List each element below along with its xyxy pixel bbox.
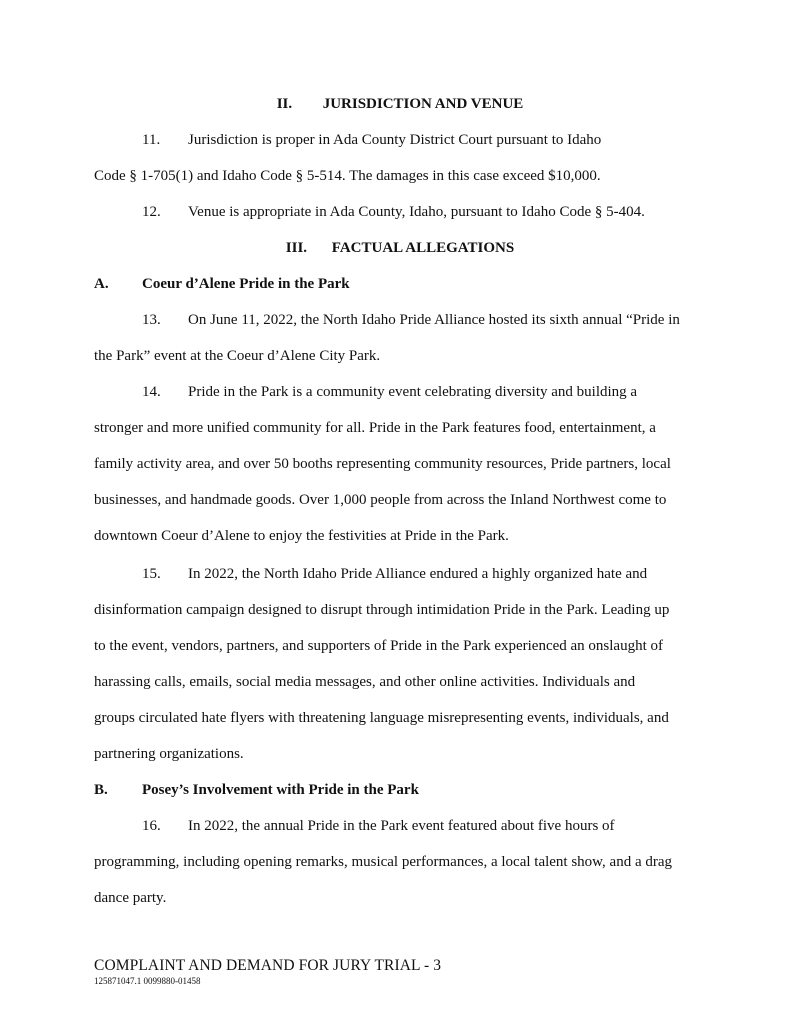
paragraph-16-line-3: dance party. xyxy=(94,890,167,906)
section-heading-jurisdiction xyxy=(0,95,800,113)
paragraph-15-line-1 xyxy=(142,565,647,583)
paragraph-text: Jurisdiction is proper in Ada County District Court pursuant to Idaho xyxy=(188,132,602,148)
paragraph-number: 11. xyxy=(142,132,161,148)
paragraph-11-line-2: Code § 1-705(1) and Idaho Code § 5-514. The damages in this case exceed $10,000. xyxy=(94,168,601,184)
section-heading-factual-allegations xyxy=(0,239,800,257)
subheading-b xyxy=(94,781,419,799)
paragraph-16-line-2: programming, including opening remarks, musical performances, a local talent show, and a drag xyxy=(94,854,673,870)
section-title: FACTUAL ALLEGATIONS xyxy=(331,240,515,256)
subheading-letter: B. xyxy=(94,782,108,798)
paragraph-number: 15. xyxy=(142,566,161,582)
paragraph-text: In 2022, the annual Pride in the Park event featured about five hours of xyxy=(188,818,615,834)
section-title: JURISDICTION AND VENUE xyxy=(322,96,524,112)
paragraph-15-line-4: harassing calls, emails, social media messages, and other online activities. Individuals and xyxy=(94,674,636,690)
paragraph-text: Venue is appropriate in Ada County, Idaho, pursuant to Idaho Code § 5-404. xyxy=(188,204,645,220)
paragraph-13-line-1 xyxy=(142,311,680,329)
paragraph-15-line-3: to the event, vendors, partners, and supporters of Pride in the Park experienced an onslaught of xyxy=(94,638,664,654)
paragraph-13-line-2: the Park” event at the Coeur d’Alene City Park. xyxy=(94,348,381,364)
paragraph-number: 13. xyxy=(142,312,161,328)
paragraph-14-line-2: stronger and more unified community for all. Pride in the Park features food, entertainment, a xyxy=(94,420,656,436)
paragraph-14-line-3: family activity area, and over 50 booths representing community resources, Pride partners, local xyxy=(94,456,671,472)
footer-document-title: COMPLAINT AND DEMAND FOR JURY TRIAL - 3 xyxy=(94,957,442,974)
paragraph-15-line-6: partnering organizations. xyxy=(94,746,244,762)
paragraph-16-line-1 xyxy=(142,817,615,835)
paragraph-14-line-1 xyxy=(142,383,637,401)
paragraph-11-line-1 xyxy=(142,131,601,149)
subheading-title: Posey’s Involvement with Pride in the Park xyxy=(142,782,419,798)
subheading-letter: A. xyxy=(94,276,109,292)
paragraph-15-line-5: groups circulated hate flyers with threatening language misrepresenting events, individuals, and xyxy=(94,710,669,726)
section-numeral: III. xyxy=(285,240,308,256)
paragraph-number: 14. xyxy=(142,384,161,400)
paragraph-14-line-4: businesses, and handmade goods. Over 1,000 people from across the Inland Northwest come to xyxy=(94,492,667,508)
subheading-title: Coeur d’Alene Pride in the Park xyxy=(142,276,350,292)
subheading-a xyxy=(94,275,350,293)
paragraph-number: 12. xyxy=(142,204,161,220)
paragraph-14-line-5: downtown Coeur d’Alene to enjoy the festivities at Pride in the Park. xyxy=(94,528,509,544)
paragraph-text: In 2022, the North Idaho Pride Alliance endured a highly organized hate and xyxy=(188,566,648,582)
paragraph-12-line-1 xyxy=(142,203,645,221)
paragraph-number: 16. xyxy=(142,818,161,834)
paragraph-15-line-2: disinformation campaign designed to disrupt through intimidation Pride in the Park. Leading up xyxy=(94,602,670,618)
paragraph-text: Pride in the Park is a community event celebrating diversity and building a xyxy=(188,384,638,400)
paragraph-text: On June 11, 2022, the North Idaho Pride Alliance hosted its sixth annual “Pride in xyxy=(188,312,680,328)
footer-document-id: 125871047.1 0099880-01458 xyxy=(94,976,201,986)
section-numeral: II. xyxy=(276,96,293,112)
